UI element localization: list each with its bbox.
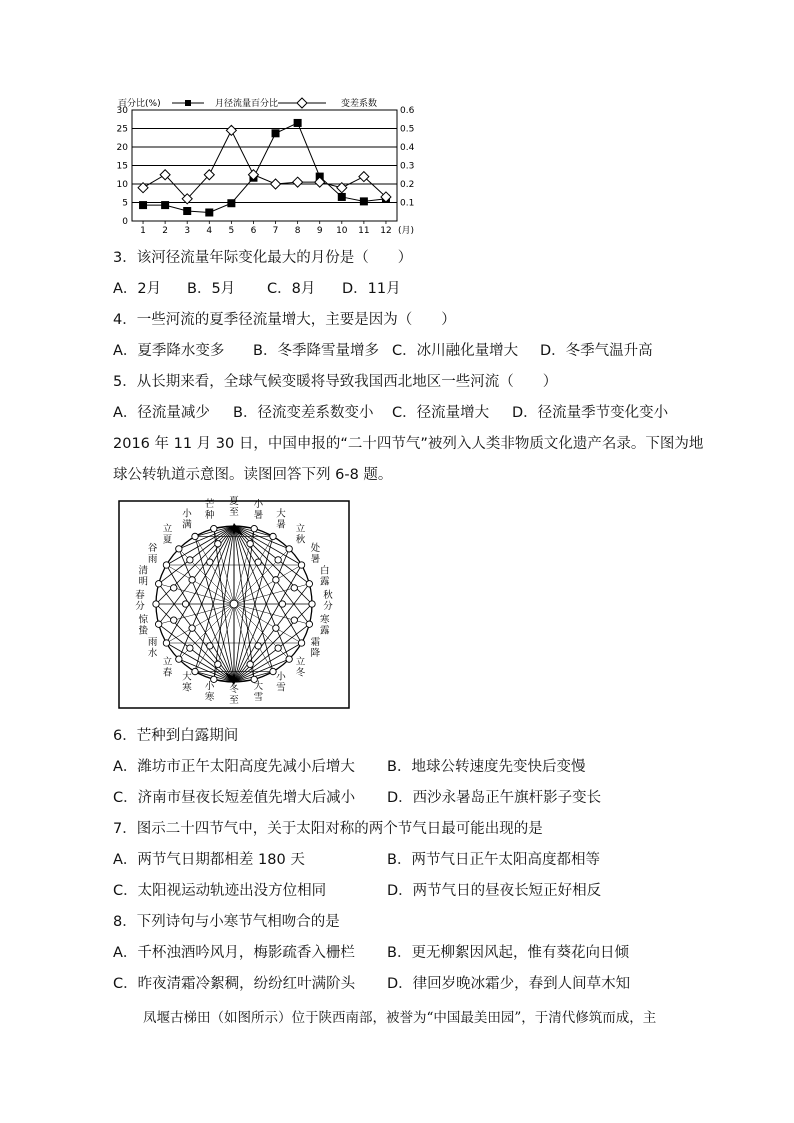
position-circle xyxy=(187,645,193,651)
ray-line xyxy=(179,526,234,659)
q8-option-a[interactable]: A．千杯浊酒吟风月，梅影疏香入栅栏 xyxy=(113,945,355,961)
x-tick-label: 7 xyxy=(272,226,279,236)
term-label: 惊蛰 xyxy=(138,614,148,637)
rim-circle xyxy=(309,601,315,607)
q6-option-a[interactable]: A．潍坊市正午太阳高度先减小后增大 xyxy=(113,759,355,775)
rim-circle xyxy=(211,525,217,531)
center-line xyxy=(234,604,302,643)
q7-option-a[interactable]: A．两节气日期都相差 180 天 xyxy=(113,852,305,868)
intro-line-2: 球公转轨道示意图。读图回答下列 6-8 题。 xyxy=(113,467,393,483)
q4-option-d[interactable]: D．冬季气温升高 xyxy=(540,343,653,359)
term-label: 大雪 xyxy=(253,680,264,703)
orbit-drawing xyxy=(135,496,333,706)
q3-stem: 3．该河径流量年际变化最大的月份是（ ） xyxy=(113,250,413,266)
x-unit-label: (月) xyxy=(398,226,415,236)
right-tick-label: 0.5 xyxy=(400,124,415,135)
x-tick-label: 8 xyxy=(294,226,301,236)
right-tick-label: 0.6 xyxy=(400,106,415,116)
left-tick-label: 5 xyxy=(122,198,128,209)
position-circle xyxy=(279,601,285,607)
position-circle xyxy=(273,577,279,583)
term-label: 霜降 xyxy=(310,637,321,659)
q8-option-d[interactable]: D．律回岁晚冰霜少，春到人间草木知 xyxy=(387,976,631,992)
term-label: 秋分 xyxy=(323,590,333,612)
position-circle xyxy=(247,541,253,547)
left-tick-label: 15 xyxy=(116,161,128,172)
rim-circle xyxy=(192,533,198,539)
position-circle xyxy=(275,557,281,563)
position-circle xyxy=(171,585,177,591)
center-line xyxy=(214,529,234,604)
q6-option-c[interactable]: C．济南市昼夜长短差值先增大后减小 xyxy=(113,790,356,806)
rim-circle xyxy=(251,525,257,531)
term-label: 春分 xyxy=(135,590,145,612)
q4-option-a[interactable]: A．夏季降水变多 xyxy=(113,343,225,359)
position-circle xyxy=(273,625,279,631)
position-circle xyxy=(189,577,195,583)
passage-line: 凤堰古梯田（如图所示）位于陕西南部，被誉为“中国最美田园”，于清代修筑而成，主 xyxy=(143,1010,657,1026)
position-circle xyxy=(255,559,261,565)
right-tick-label: 0.3 xyxy=(400,161,415,172)
x-tick-label: 10 xyxy=(336,226,348,236)
rim-circle xyxy=(163,640,169,646)
right-tick-label: 0.1 xyxy=(400,198,415,209)
point-diamond xyxy=(226,125,236,135)
x-tick-label: 3 xyxy=(184,226,191,236)
legend-diamond xyxy=(297,98,307,108)
term-label: 雨水 xyxy=(147,637,158,659)
point-diamond xyxy=(271,179,281,189)
center-line xyxy=(234,529,254,604)
q3-option-a[interactable]: A．2月 xyxy=(113,281,162,297)
rim-circle xyxy=(155,621,161,627)
position-circle xyxy=(291,585,297,591)
q3-option-d[interactable]: D．11月 xyxy=(342,281,401,297)
position-circle xyxy=(207,643,213,649)
position-circle xyxy=(189,625,195,631)
point-square xyxy=(294,119,302,127)
right-tick-label: 0.4 xyxy=(400,143,415,153)
rim-circle xyxy=(298,640,304,646)
q4-stem: 4．一些河流的夏季径流量增大，主要是因为（ ） xyxy=(113,312,456,328)
q5-option-d[interactable]: D．径流量季节变化变小 xyxy=(512,405,669,421)
term-label: 清明 xyxy=(138,565,148,588)
term-label: 芒种 xyxy=(204,499,215,522)
term-label: 立冬 xyxy=(295,656,306,679)
series-line xyxy=(143,123,386,213)
term-label: 小寒 xyxy=(204,680,215,703)
left-tick-label: 20 xyxy=(116,143,128,153)
term-label: 寒露 xyxy=(320,614,330,637)
q6-option-d[interactable]: D．西沙永暑岛正午旗杆影子变长 xyxy=(387,790,602,806)
term-label: 小暑 xyxy=(253,499,264,522)
term-label: 立春 xyxy=(162,656,173,679)
rim-circle xyxy=(270,668,276,674)
position-circle xyxy=(291,617,297,623)
q7-stem: 7．图示二十四节气中，关于太阳对称的两个节气日最可能出现的是 xyxy=(113,821,543,837)
q8-option-c[interactable]: C．昨夜清霜冷絮稠，纷纷红叶满阶头 xyxy=(113,976,356,992)
position-circle xyxy=(247,661,253,667)
x-tick-label: 11 xyxy=(358,226,370,236)
q4-option-c[interactable]: C．冰川融化量增大 xyxy=(392,343,519,359)
x-tick-label: 5 xyxy=(228,226,235,236)
sun-icon xyxy=(230,600,238,608)
x-tick-label: 4 xyxy=(206,226,213,236)
rim-circle xyxy=(306,581,312,587)
intro-line-1: 2016 年 11 月 30 日，中国申报的“二十四节气”被列入人类非物质文化遗产名录。下图为地 xyxy=(113,436,704,452)
point-square xyxy=(338,193,346,201)
position-circle xyxy=(171,617,177,623)
orbit-diagram xyxy=(118,496,350,710)
q5-option-b[interactable]: B．径流变差系数变小 xyxy=(233,405,374,421)
q6-option-b[interactable]: B．地球公转速度先变快后变慢 xyxy=(387,759,586,775)
rim-circle xyxy=(176,656,182,662)
term-label: 小雪 xyxy=(276,671,286,694)
rim-circle xyxy=(192,668,198,674)
x-tick-label: 9 xyxy=(316,226,323,236)
term-label: 谷雨 xyxy=(147,543,158,565)
rim-circle xyxy=(153,601,159,607)
series-line xyxy=(143,130,386,198)
term-label: 小满 xyxy=(182,508,192,531)
term-label: 夏至 xyxy=(229,496,239,518)
position-circle xyxy=(187,557,193,563)
ray-line xyxy=(179,549,234,682)
left-axis-label: 百分比(%) xyxy=(118,99,161,109)
rim-circle xyxy=(163,562,169,568)
point-square xyxy=(205,208,213,216)
x-tick-label: 6 xyxy=(250,226,257,236)
term-label: 大寒 xyxy=(182,671,192,694)
left-tick-label: 25 xyxy=(116,124,128,135)
q8-option-b[interactable]: B．更无柳絮因风起，惟有葵花向日倾 xyxy=(387,945,629,961)
x-tick-label: 12 xyxy=(380,226,392,236)
q5-option-c[interactable]: C．径流量增大 xyxy=(392,405,490,421)
point-square xyxy=(183,207,191,215)
right-axis-label: 变差系数 xyxy=(341,99,378,109)
position-circle xyxy=(215,661,221,667)
rim-circle xyxy=(155,581,161,587)
left-tick-label: 10 xyxy=(116,180,128,190)
term-label: 处暑 xyxy=(310,543,321,565)
x-tick-label: 2 xyxy=(162,226,168,236)
rim-circle xyxy=(286,656,292,662)
ray-line xyxy=(234,549,289,682)
term-label: 白露 xyxy=(320,565,330,588)
rim-circle xyxy=(306,621,312,627)
point-square xyxy=(272,129,280,137)
q5-option-a[interactable]: A．径流量减少 xyxy=(113,405,210,421)
term-label: 大暑 xyxy=(276,508,286,531)
q6-stem: 6．芒种到白露期间 xyxy=(113,728,239,744)
q3-option-b[interactable]: B．5月 xyxy=(187,281,236,297)
term-label: 冬至 xyxy=(229,684,239,706)
point-diamond xyxy=(293,177,303,187)
ray-line xyxy=(234,526,273,672)
term-label: 立秋 xyxy=(295,523,306,546)
x-tick-label: 1 xyxy=(140,226,146,236)
rim-circle xyxy=(176,546,182,552)
term-label: 立夏 xyxy=(162,523,173,546)
ray-line xyxy=(195,536,234,682)
q7-option-d[interactable]: D．两节气日的昼夜长短正好相反 xyxy=(387,883,602,899)
ray-line xyxy=(234,526,302,565)
center-line xyxy=(166,565,234,604)
center-line xyxy=(234,604,254,679)
rim-circle xyxy=(298,562,304,568)
q7-option-c[interactable]: C．太阳视运动轨迹出没方位相同 xyxy=(113,883,327,899)
position-circle xyxy=(275,645,281,651)
point-square xyxy=(227,199,235,207)
position-circle xyxy=(207,559,213,565)
point-square xyxy=(161,201,169,209)
rim-circle xyxy=(270,533,276,539)
left-tick-label: 0 xyxy=(122,217,128,227)
right-tick-label: 0.2 xyxy=(400,180,415,190)
q8-stem: 8．下列诗句与小寒节气相吻合的是 xyxy=(113,914,340,930)
position-circle xyxy=(182,601,188,607)
q5-stem: 5．从长期来看，全球气候变暖将导致我国西北地区一些河流（ ） xyxy=(113,374,558,390)
rim-circle xyxy=(286,546,292,552)
q7-option-b[interactable]: B．两节气日正午太阳高度都相等 xyxy=(387,852,600,868)
ray-line xyxy=(166,565,234,682)
q3-option-c[interactable]: C．8月 xyxy=(267,281,316,297)
point-square xyxy=(360,197,368,205)
position-circle xyxy=(215,541,221,547)
ray-line xyxy=(166,643,234,682)
left-tick-label: 30 xyxy=(116,106,128,116)
q4-option-b[interactable]: B．冬季降雪量增多 xyxy=(253,343,379,359)
legend-square xyxy=(185,100,191,106)
runoff-chart xyxy=(112,94,415,244)
plot-area xyxy=(117,106,415,236)
chart-legend xyxy=(172,97,326,109)
point-square xyxy=(139,201,147,209)
center-line xyxy=(214,604,234,679)
legend-label: 月径流量百分比 xyxy=(215,99,279,109)
ray-line xyxy=(234,526,289,659)
position-circle xyxy=(255,643,261,649)
ray-line xyxy=(234,526,302,643)
